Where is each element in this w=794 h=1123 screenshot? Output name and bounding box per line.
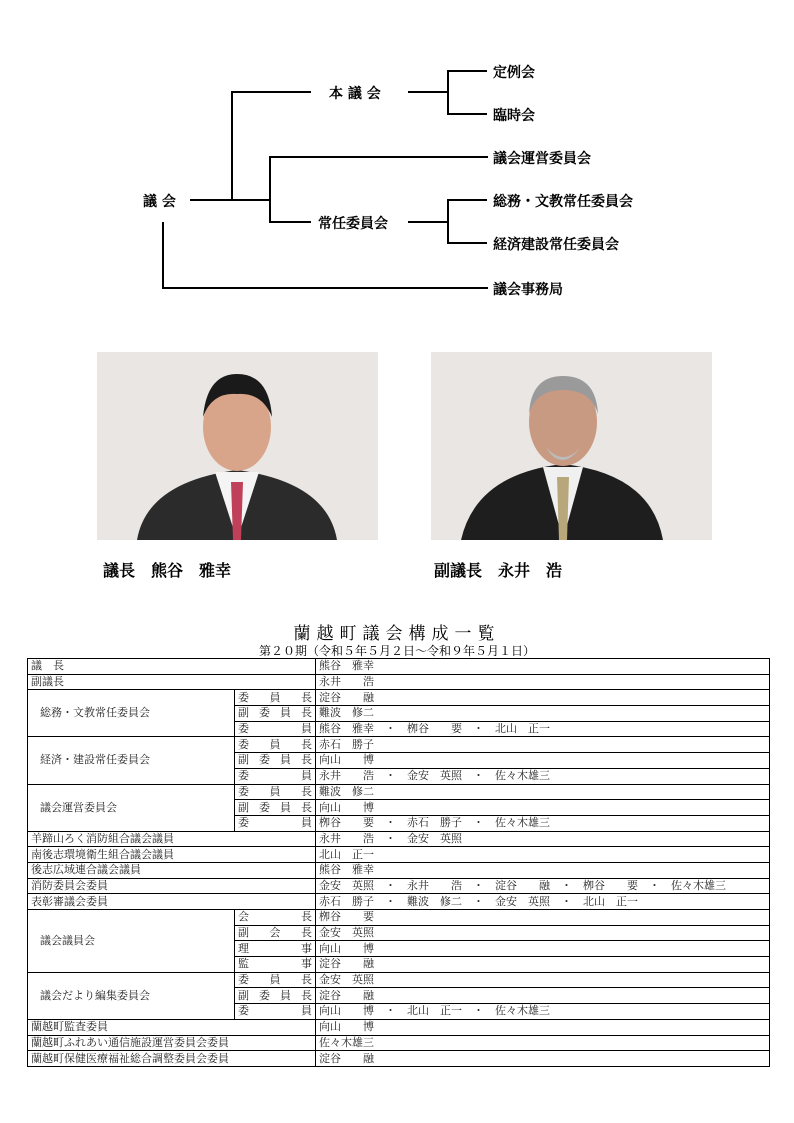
group-cell: 議会議員会 [28, 910, 235, 973]
table-title: 蘭越町議会構成一覧 [293, 624, 501, 644]
role-cell: 委員 [235, 1004, 316, 1020]
members-cell: 金安 英照 [316, 925, 770, 941]
members-cell: 永井 浩 ・ 金安 英照 ・ 佐々木雄三 [316, 768, 770, 784]
table-row [28, 894, 770, 910]
members-cell: 淀谷 融 [316, 957, 770, 973]
members-cell: 熊谷 雅幸 ・ 栁谷 要 ・ 北山 正一 [316, 721, 770, 737]
role-cell: 委員 [235, 815, 316, 831]
members-cell: 向山 博 [316, 800, 770, 816]
role-cell: 副委員長 [235, 753, 316, 769]
table-row [28, 674, 770, 690]
members-cell: 永井 浩 [316, 674, 770, 690]
org-secretariat: 議会事務局 [493, 282, 563, 298]
table-row [28, 862, 770, 878]
council-composition-table [27, 658, 770, 1067]
table-row [28, 1051, 770, 1067]
members-cell: 向山 博 [316, 941, 770, 957]
members-cell: 栁谷 要 ・ 赤石 勝子 ・ 佐々木雄三 [316, 815, 770, 831]
members-cell: 赤石 勝子 ・ 難波 修二 ・ 金安 英照 ・ 北山 正一 [316, 894, 770, 910]
role-cell: 委員 [235, 768, 316, 784]
org-regular: 定例会 [493, 65, 535, 81]
group-cell: 羊蹄山ろく消防組合議会議員 [28, 831, 316, 847]
members-cell: 向山 博 [316, 753, 770, 769]
members-cell: 淀谷 融 [316, 1051, 770, 1067]
group-cell: 蘭越町ふれあい通信施設運営委員会委員 [28, 1035, 316, 1051]
members-cell: 向山 博 ・ 北山 正一 ・ 佐々木雄三 [316, 1004, 770, 1020]
table-row [28, 784, 770, 800]
members-cell: 熊谷 雅幸 [316, 659, 770, 675]
members-cell: 金安 英照 [316, 972, 770, 988]
group-cell: 南後志環境衛生組合議会議員 [28, 847, 316, 863]
members-cell: 淀谷 融 [316, 690, 770, 706]
members-cell: 赤石 勝子 [316, 737, 770, 753]
table-row [28, 910, 770, 926]
role-cell: 副会長 [235, 925, 316, 941]
org-steering: 議会運営委員会 [493, 151, 591, 167]
members-cell: 難波 修二 [316, 784, 770, 800]
group-cell: 消防委員会委員 [28, 878, 316, 894]
table-row [28, 1035, 770, 1051]
org-standing-2: 経済建設常任委員会 [493, 237, 619, 253]
role-cell: 委員長 [235, 972, 316, 988]
members-cell: 栁谷 要 [316, 910, 770, 926]
role-cell: 副委員長 [235, 800, 316, 816]
table-row [28, 1019, 770, 1035]
role-cell: 副委員長 [235, 988, 316, 1004]
role-cell: 理事 [235, 941, 316, 957]
term-label: 第２０期（令和５年５月２日～令和９年５月１日） [258, 644, 535, 658]
members-cell: 金安 英照 ・ 永井 浩 ・ 淀谷 融 ・ 栁谷 要 ・ 佐々木雄三 [316, 878, 770, 894]
table-row [28, 737, 770, 753]
vice-chairman-photo [431, 352, 712, 540]
members-cell: 熊谷 雅幸 [316, 862, 770, 878]
table-row [28, 831, 770, 847]
group-cell: 議会だより編集委員会 [28, 972, 235, 1019]
role-cell: 委員 [235, 721, 316, 737]
chairman-photo [97, 352, 378, 540]
chairman-caption: 議長 熊谷 雅幸 [103, 561, 232, 580]
role-cell: 監事 [235, 957, 316, 973]
members-cell: 佐々木雄三 [316, 1035, 770, 1051]
group-cell: 副議長 [28, 674, 316, 690]
role-cell: 会長 [235, 910, 316, 926]
group-cell: 議会運営委員会 [28, 784, 235, 831]
group-cell: 経済・建設常任委員会 [28, 737, 235, 784]
org-standing: 常任委員会 [318, 216, 388, 232]
org-plenary: 本 議 会 [329, 86, 381, 102]
org-standing-1: 総務・文教常任委員会 [493, 194, 633, 210]
members-cell: 永井 浩 ・ 金安 英照 [316, 831, 770, 847]
members-cell: 向山 博 [316, 1019, 770, 1035]
members-cell: 難波 修二 [316, 706, 770, 722]
org-root: 議 会 [143, 194, 176, 210]
vice-chairman-caption: 副議長 永井 浩 [434, 561, 563, 580]
group-cell: 蘭越町保健医療福祉総合調整委員会委員 [28, 1051, 316, 1067]
group-cell: 表彰審議会委員 [28, 894, 316, 910]
table-row [28, 878, 770, 894]
table-row [28, 659, 770, 675]
group-cell: 後志広域連合議会議員 [28, 862, 316, 878]
role-cell: 委員長 [235, 784, 316, 800]
role-cell: 副委員長 [235, 706, 316, 722]
members-cell: 淀谷 融 [316, 988, 770, 1004]
table-row [28, 690, 770, 706]
table-row [28, 847, 770, 863]
group-cell: 蘭越町監査委員 [28, 1019, 316, 1035]
role-cell: 委員長 [235, 737, 316, 753]
members-cell: 北山 正一 [316, 847, 770, 863]
role-cell: 委員長 [235, 690, 316, 706]
table-row [28, 972, 770, 988]
org-extraordinary: 臨時会 [493, 108, 535, 124]
group-cell: 総務・文教常任委員会 [28, 690, 235, 737]
group-cell: 議 長 [28, 659, 316, 675]
